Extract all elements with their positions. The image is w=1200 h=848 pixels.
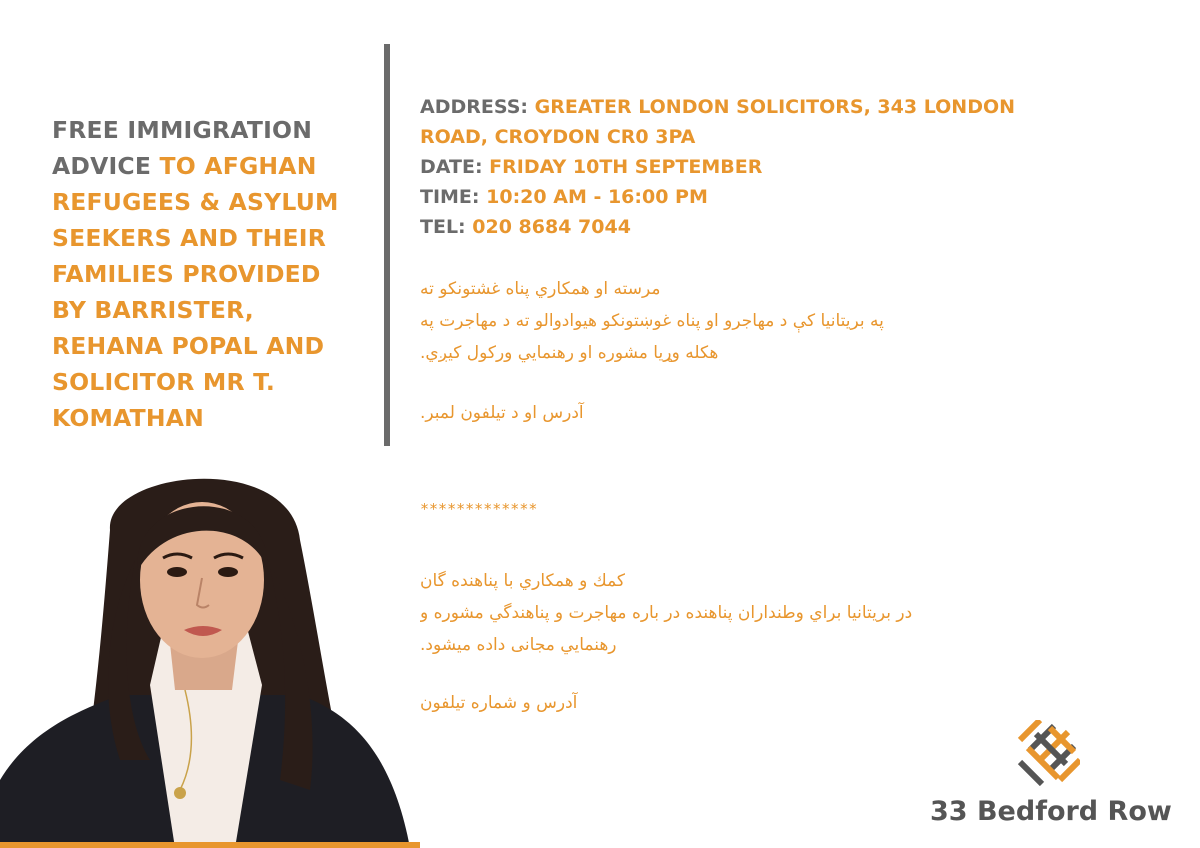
headline	[52, 112, 362, 436]
address-value: GREATER LONDON SOLICITORS, 343 LONDON ROAD, CROYDON CR0 3PA	[420, 96, 1016, 148]
pashto-text-block	[420, 273, 1040, 429]
pashto-line: هکله وړیا مشوره او رهنمایي ورکول کیږي.	[420, 343, 719, 363]
headline-gray-text: FREE IMMIGRATION ADVICE	[52, 116, 313, 180]
tel-label: TEL:	[420, 216, 466, 238]
pashto-line: مرسته او همکاري پناه غشتونکو ته	[420, 279, 661, 299]
pashto-line: آدرس او د تیلفون لمبر.	[420, 403, 584, 423]
time-value: 10:20 AM - 16:00 PM	[486, 186, 708, 208]
bottom-accent-bar	[0, 842, 420, 848]
headline-orange-text: TO AFGHAN REFUGEES & ASYLUM SEEKERS AND THEIR FAMILIES PROVIDED BY BARRISTER, REHANA POPAL AND SOLICITOR MR T. KOMATHAN	[52, 152, 339, 432]
dari-line: کمك و همکاري با پناهنده گان	[420, 571, 625, 591]
date-label: DATE:	[420, 156, 483, 178]
tel-value: 020 8684 7044	[472, 216, 631, 238]
logo-wordmark: 33 Bedford Row	[930, 796, 1172, 827]
pashto-line: په بریتانیا کې د مهاجرو او پناه غوښتونکو هیوادوالو ته د مهاجرت په	[420, 311, 884, 331]
dari-line: در بریتانیا براي وطنداران پناهنده در باره مهاجرت و پناهندگي مشوره و	[420, 603, 913, 623]
date-value: FRIDAY 10TH SEPTEMBER	[489, 156, 763, 178]
dari-line: آدرس و شماره تیلفون	[420, 693, 578, 713]
vertical-divider	[384, 44, 390, 446]
dari-line: رهنمايي مجانی داده میشود.	[420, 635, 617, 655]
portrait-illustration	[0, 460, 420, 848]
tel-row	[420, 212, 1060, 242]
address-label: ADDRESS:	[420, 96, 528, 118]
time-label: TIME:	[420, 186, 480, 208]
address-row	[420, 92, 1060, 152]
event-details	[420, 92, 1060, 242]
dari-text-block	[420, 565, 1040, 719]
time-row	[420, 182, 1060, 212]
date-row	[420, 152, 1060, 182]
crossed-stripes-logo-icon	[1014, 720, 1080, 790]
separator-stars: *************	[420, 500, 538, 518]
portrait-photo	[0, 460, 420, 848]
